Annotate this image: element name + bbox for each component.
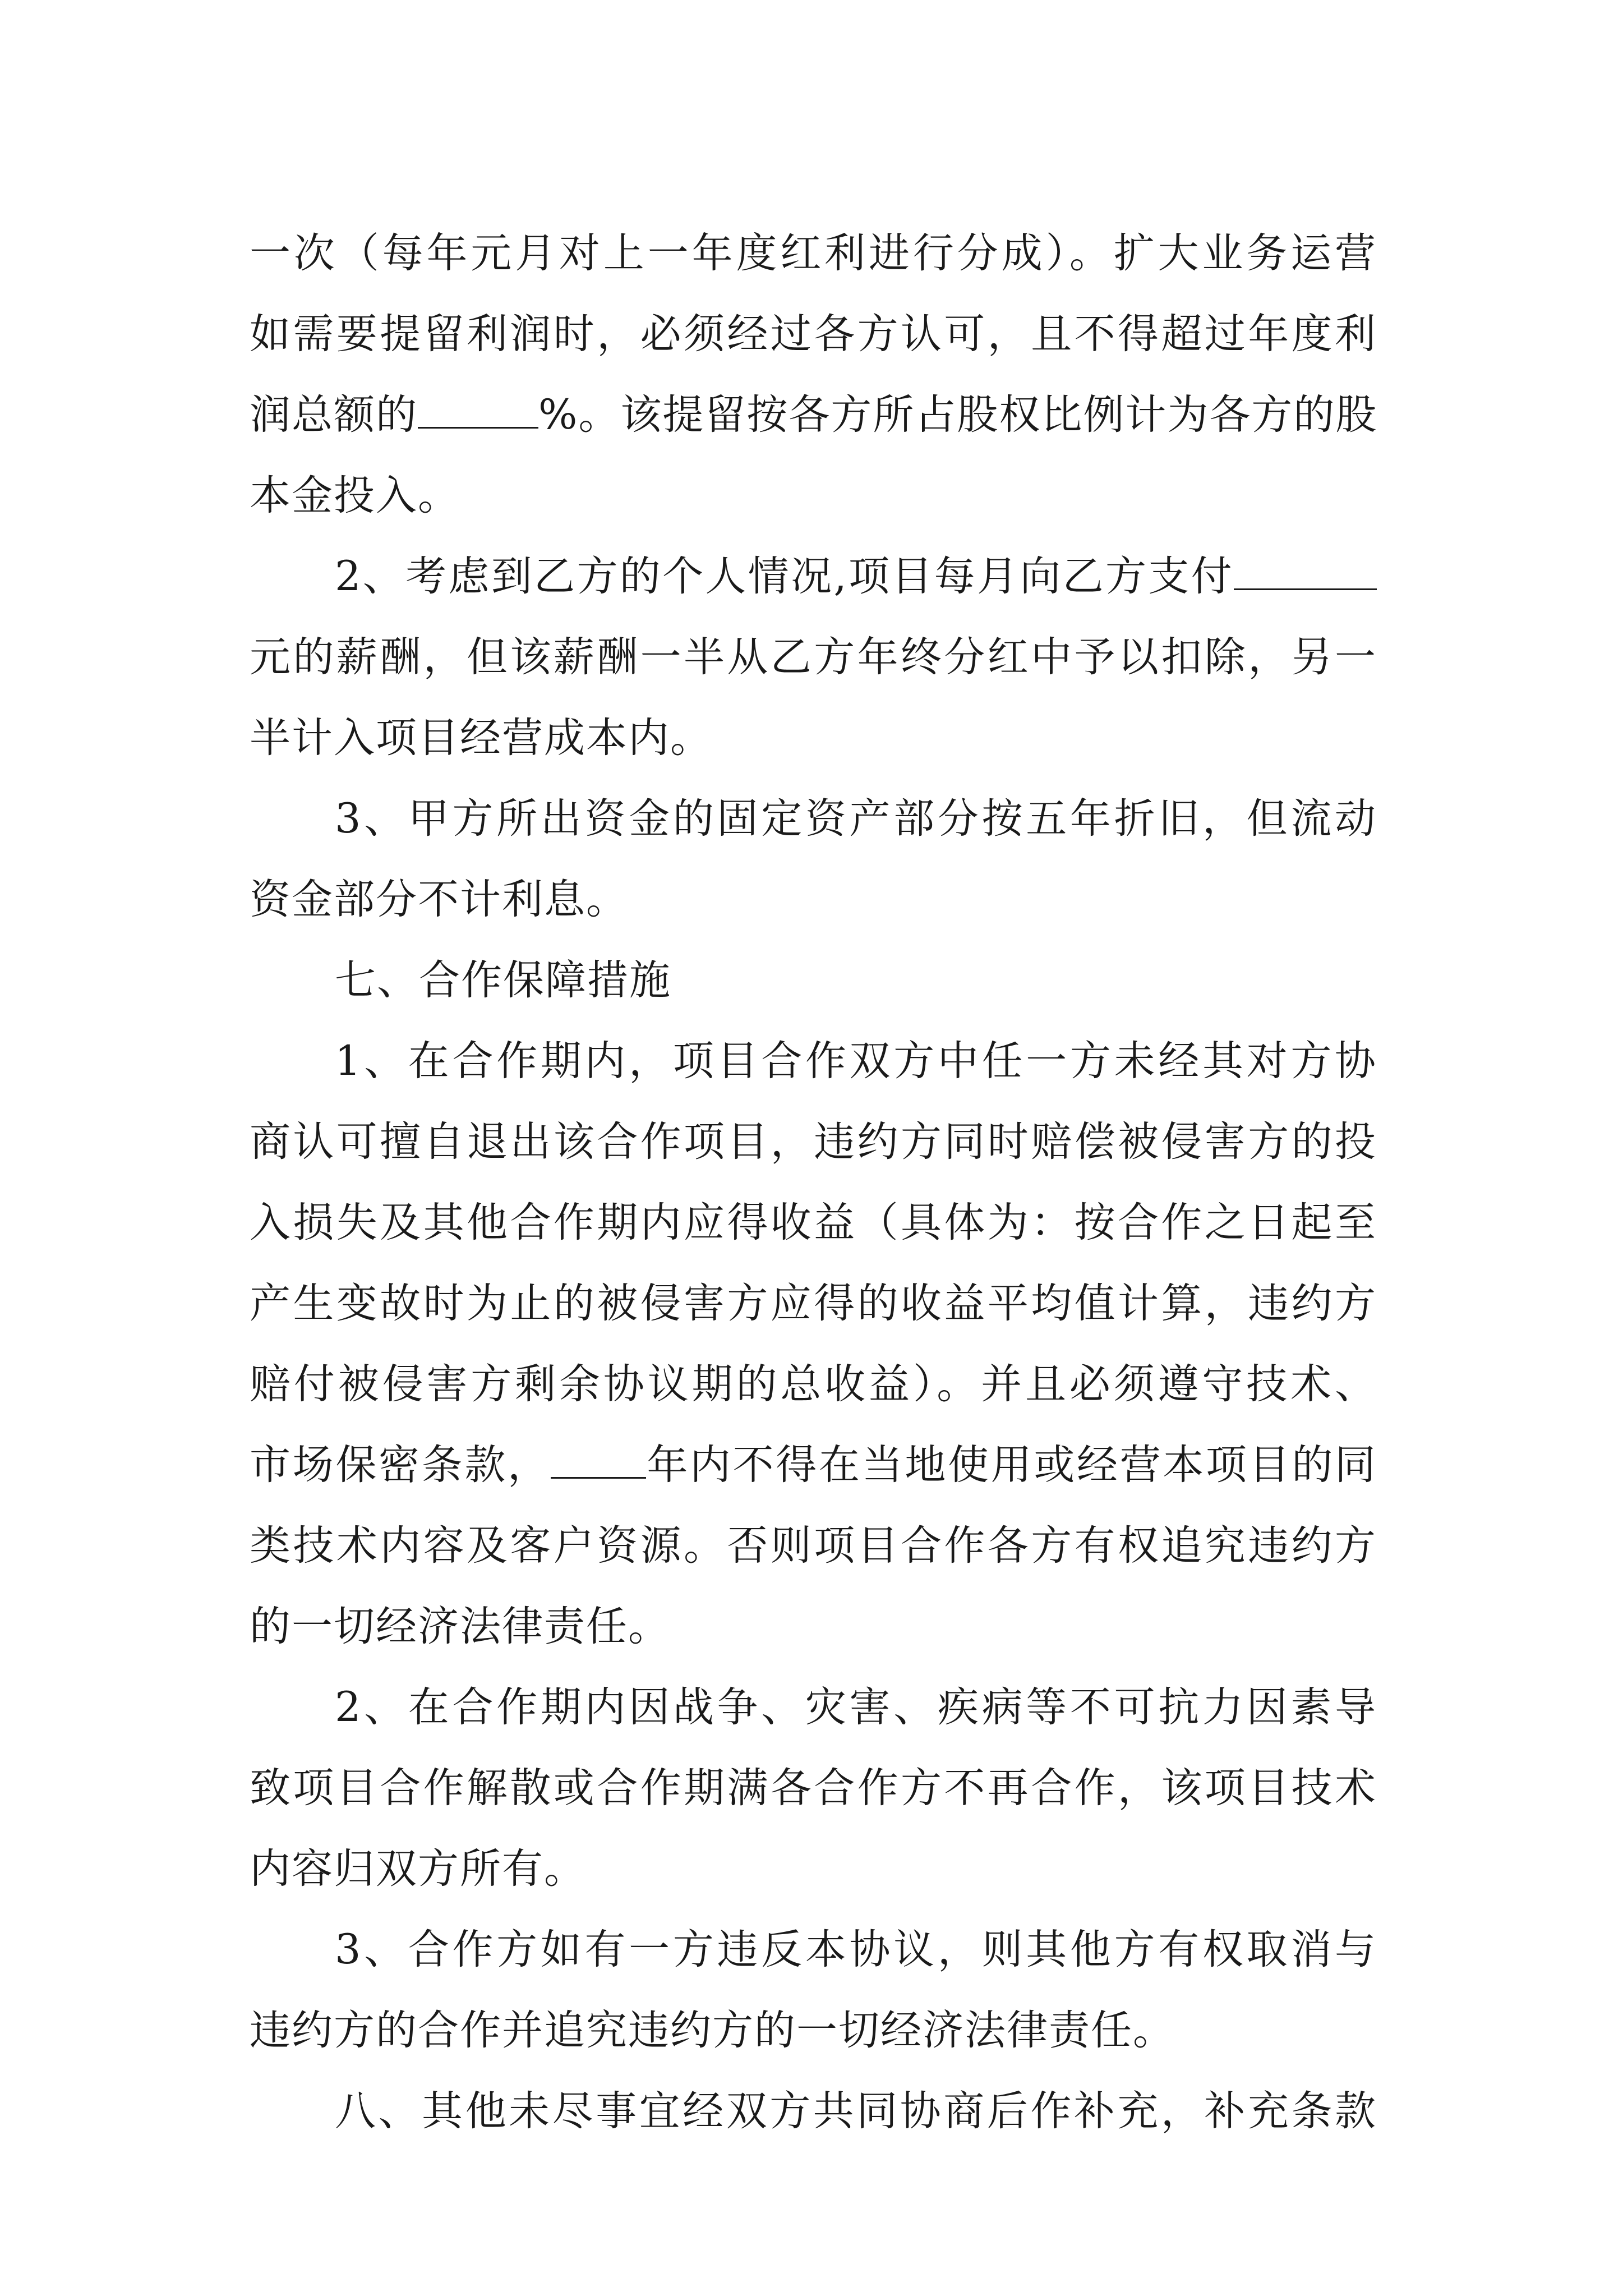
text-line: 类技术内容及客户资源。否则项目合作各方有权追究违约方	[250, 1522, 1377, 1570]
text-segment: 市场保密条款，	[250, 1441, 551, 1489]
text-line: 元的薪酬，但该薪酬一半从乙方年终分红中予以扣除，另一	[250, 633, 1377, 681]
text-line: 违约方的合作并追究违约方的一切经济法律责任。	[250, 2007, 1175, 2054]
document-body	[250, 213, 1377, 2152]
text-segment: %。该提留按各方所占股权比例计为各方的股	[538, 391, 1378, 439]
text-line: 致项目合作解散或合作期满各合作方不再合作，该项目技术	[250, 1764, 1377, 1812]
text-line: 一次（每年元月对上一年度红利进行分成）。扩大业务运营	[250, 229, 1377, 277]
fill-in-blank	[551, 1441, 646, 1479]
text-line: 入损失及其他合作期内应得收益（具体为：按合作之日起至	[250, 1199, 1377, 1246]
text-segment: 年内不得在当地使用或经营本项目的同	[645, 1441, 1377, 1489]
text-line: 1、在合作期内，项目合作双方中任一方未经其对方协	[335, 1037, 1377, 1085]
text-line	[250, 536, 1377, 617]
text-line: 半计入项目经营成本内。	[250, 714, 712, 762]
text-segment: 2、考虑到乙方的个人情况,项目每月向乙方支付	[335, 553, 1234, 600]
text-line: 的一切经济法律责任。	[250, 1603, 670, 1650]
text-line: 资金部分不计利息。	[250, 876, 628, 923]
text-line: 商认可擅自退出该合作项目，违约方同时赔偿被侵害方的投	[250, 1118, 1377, 1166]
text-line: 3、甲方所出资金的固定资产部分按五年折旧，但流动	[335, 795, 1377, 843]
text-line: 内容归双方所有。	[250, 1845, 586, 1893]
text-segment: 润总额的	[250, 391, 418, 439]
text-line: 本金投入。	[250, 472, 460, 519]
text-line: 3、合作方如有一方违反本协议，则其他方有权取消与	[335, 1926, 1377, 1973]
text-line: 2、在合作期内因战争、灾害、疾病等不可抗力因素导	[335, 1683, 1377, 1731]
text-line	[250, 1425, 1377, 1506]
text-line: 产生变故时为止的被侵害方应得的收益平均值计算，违约方	[250, 1280, 1377, 1327]
text-line: 赔付被侵害方剩余协议期的总收益）。并且必须遵守技术、	[250, 1360, 1377, 1408]
fill-in-blank	[1234, 553, 1377, 590]
text-line	[250, 375, 1377, 455]
fill-in-blank	[418, 391, 538, 429]
text-line: 八、其他未尽事宜经双方共同协商后作补充，补充条款	[335, 2087, 1377, 2135]
text-line: 如需要提留利润时，必须经过各方认可，且不得超过年度利	[250, 310, 1377, 358]
section-heading: 七、合作保障措施	[335, 956, 671, 1004]
